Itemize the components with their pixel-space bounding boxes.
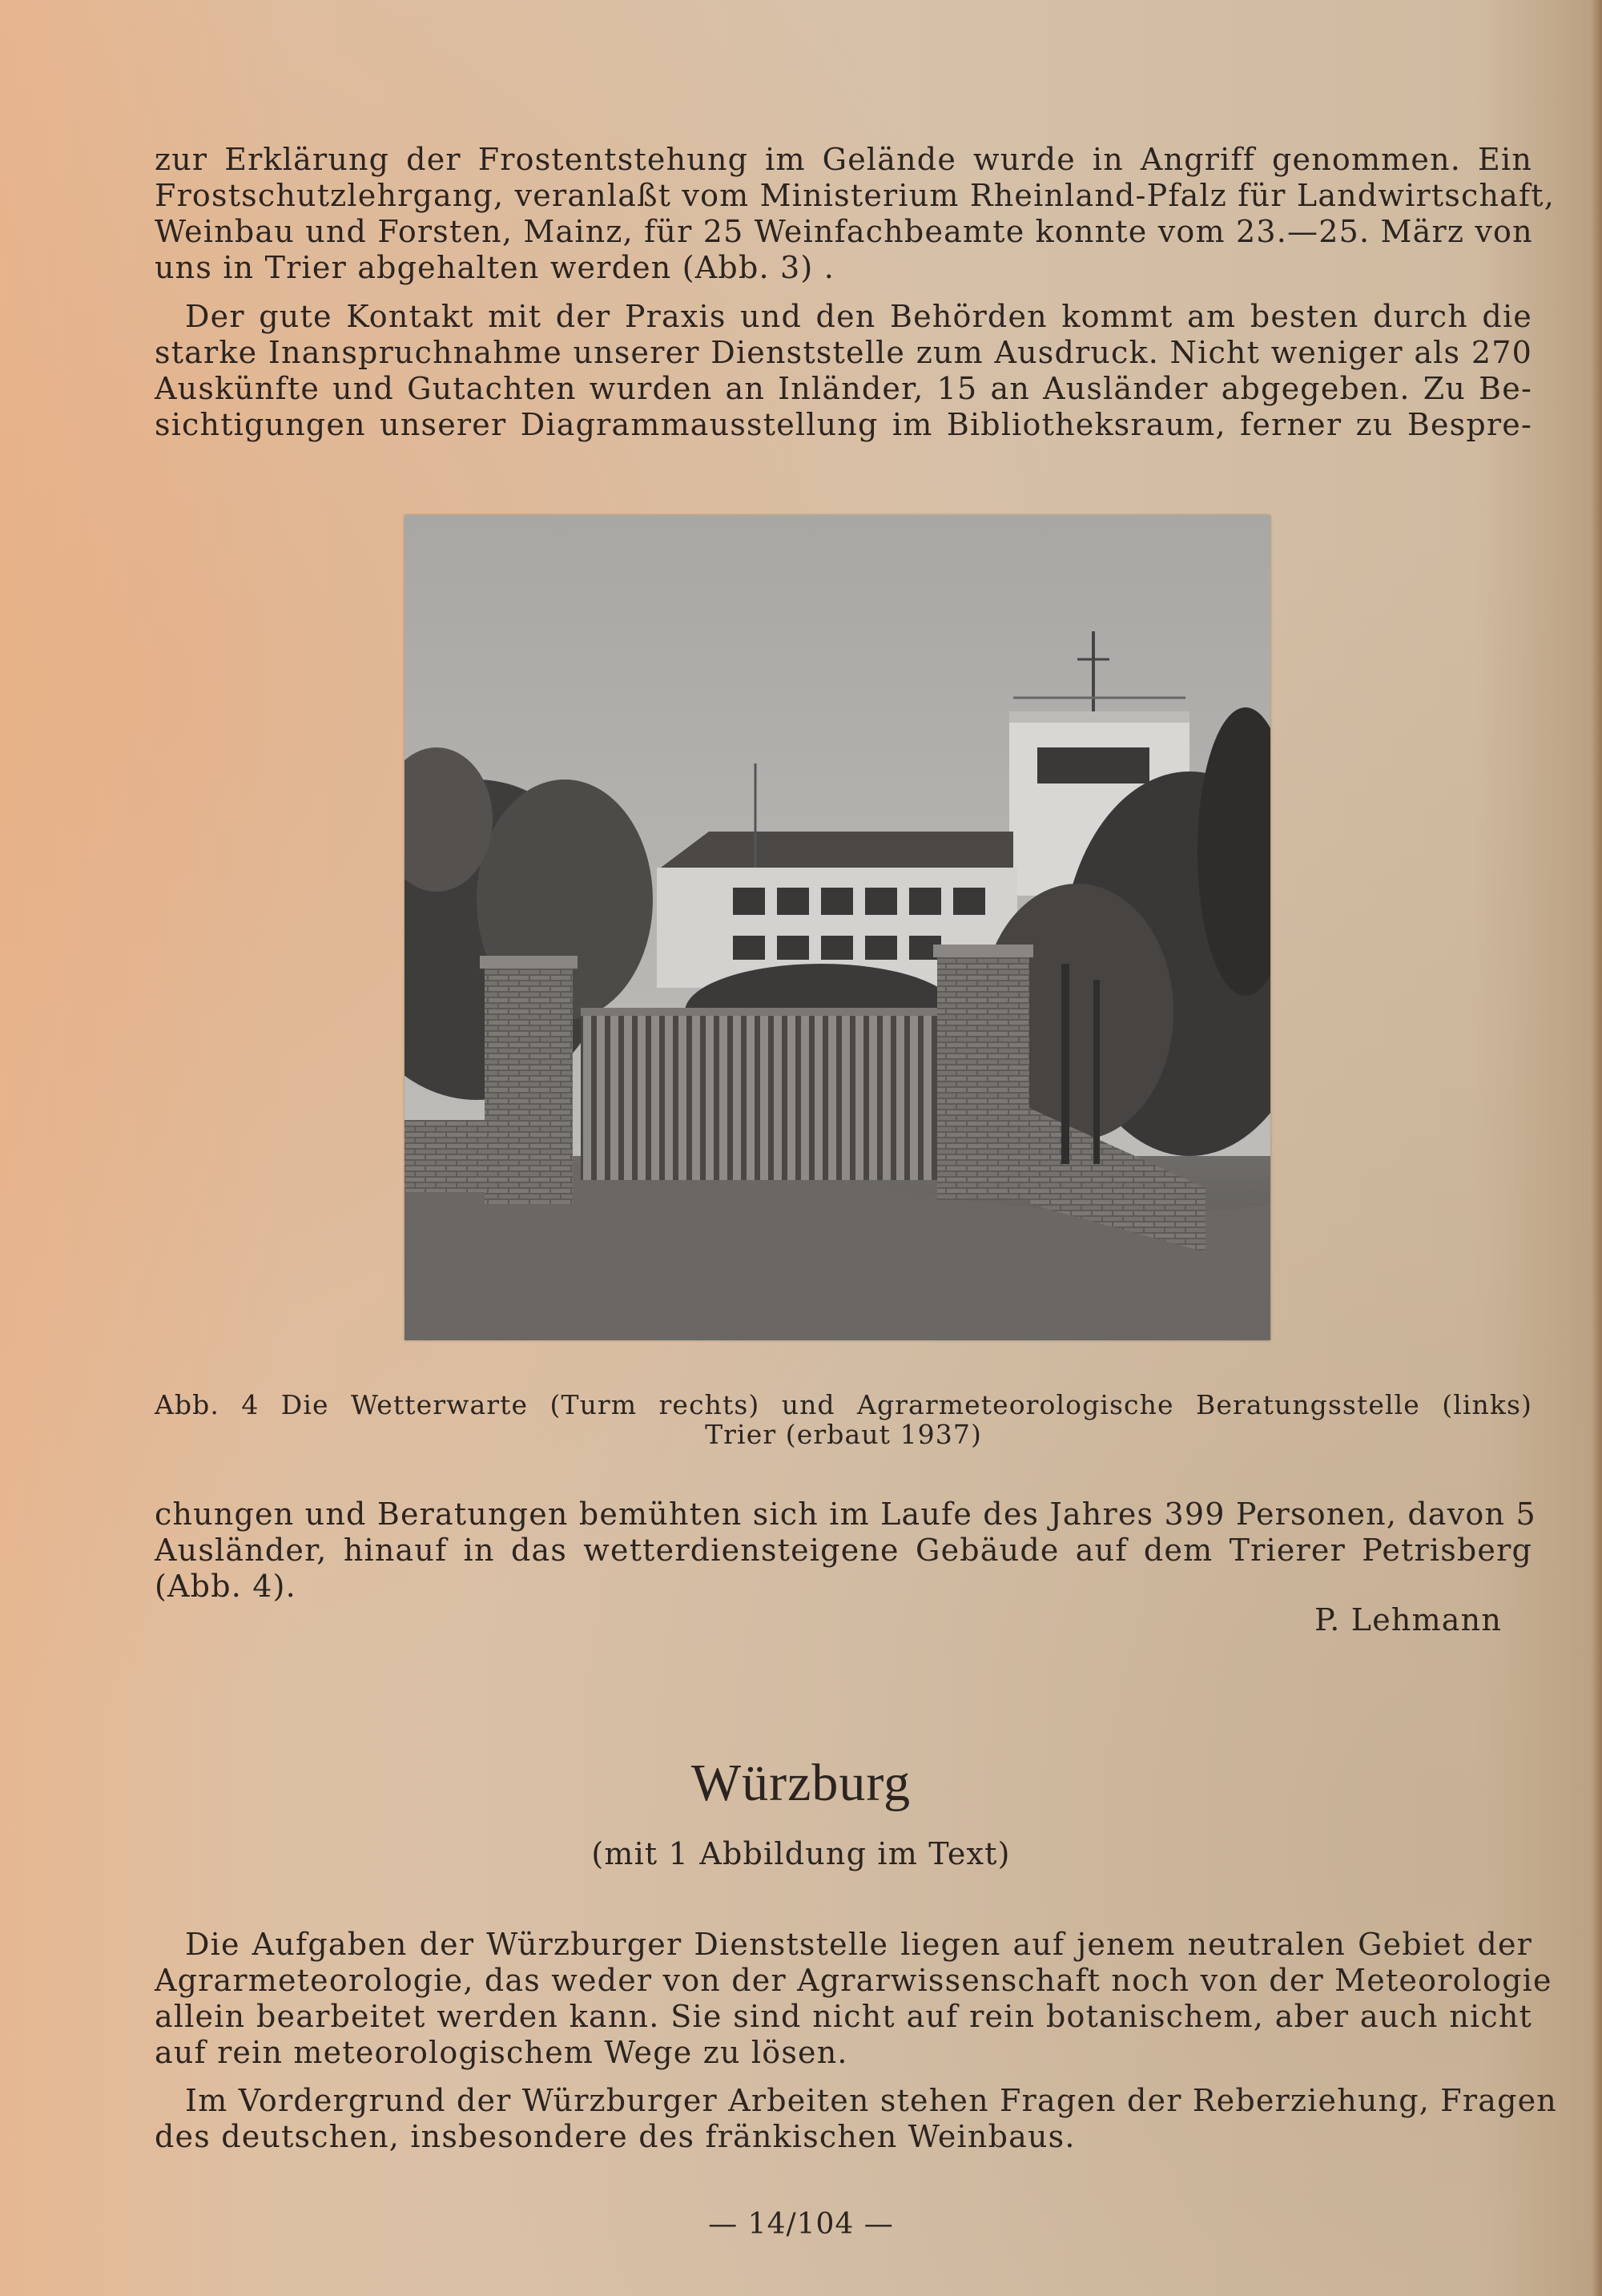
author-signature: P. Lehmann <box>1314 1602 1502 1637</box>
paragraph-kontakt <box>155 299 1532 443</box>
section-title: Würzburg <box>690 1754 912 1812</box>
section-subtitle: (mit 1 Abbildung im Text) <box>591 1836 1011 1871</box>
text-line: chungen und Beratungen bemühten sich im Laufe des Jahres 399 Personen, davon 5 <box>155 1496 1536 1532</box>
text-line: Der gute Kontakt mit der Praxis und den Behörden kommt am besten durch die <box>185 299 1532 334</box>
text-line: zur Erklärung der Frostentstehung im Gelände wurde in Angriff genommen. Ein <box>155 142 1532 177</box>
text-line: auf rein meteorologischem Wege zu lösen. <box>155 2035 848 2070</box>
page-edge-shadow <box>1591 0 1602 2296</box>
photo-weather-station-trier <box>405 515 1270 1340</box>
paragraph-aufgaben <box>155 1927 1552 2071</box>
text-line: (Abb. 4). <box>155 1569 296 1604</box>
text-line: allein bearbeitet werden kann. Sie sind nicht auf rein botanischem, aber auch nicht <box>155 1999 1532 2034</box>
page-number: — 14/104 — <box>708 2208 894 2241</box>
text-line: des deutschen, insbesondere des fränkischen Weinbaus. <box>155 2119 1076 2154</box>
text-line: Auskünfte und Gutachten wurden an Inländer, 15 an Ausländer abgegeben. Zu Be- <box>155 371 1532 406</box>
caption-line: Trier (erbaut 1937) <box>705 1419 982 1450</box>
text-line: Ausländer, hinauf in das wetterdiensteigene Gebäude auf dem Trierer Petrisberg <box>155 1533 1532 1568</box>
figure-caption <box>155 1390 1532 1449</box>
caption-line: Abb. 4 Die Wetterwarte (Turm rechts) und Agrarmeteorologische Beratungsstelle (links) <box>155 1389 1532 1420</box>
text-line: starke Inanspruchnahme unserer Dienststelle zum Ausdruck. Nicht weniger als 270 <box>155 335 1532 370</box>
paragraph-frostschutz <box>155 142 1556 286</box>
text-line: uns in Trier abgehalten werden (Abb. 3) . <box>155 250 835 285</box>
paragraph-vordergrund <box>155 2083 1557 2155</box>
text-line: Im Vordergrund der Würzburger Arbeiten stehen Fragen der Reberziehung, Fragen <box>185 2083 1557 2118</box>
text-line: sichtigungen unserer Diagrammausstellung im Bibliotheksraum, ferner zu Bespre- <box>155 407 1532 442</box>
text-line: Agrarmeteorologie, das weder von der Agrarwissenschaft noch von der Meteorologie <box>155 1963 1552 1998</box>
text-line: Frostschutzlehrgang, veranlaßt vom Ministerium Rheinland-Pfalz für Landwirtschaft, <box>155 178 1556 213</box>
text-line: Weinbau und Forsten, Mainz, für 25 Weinfachbeamte konnte vom 23.—25. März von <box>155 214 1533 249</box>
text-line: Die Aufgaben der Würzburger Dienststelle liegen auf jenem neutralen Gebiet der <box>185 1927 1532 1962</box>
photo-illustration <box>405 515 1270 1340</box>
paragraph-besucher <box>155 1496 1536 1605</box>
